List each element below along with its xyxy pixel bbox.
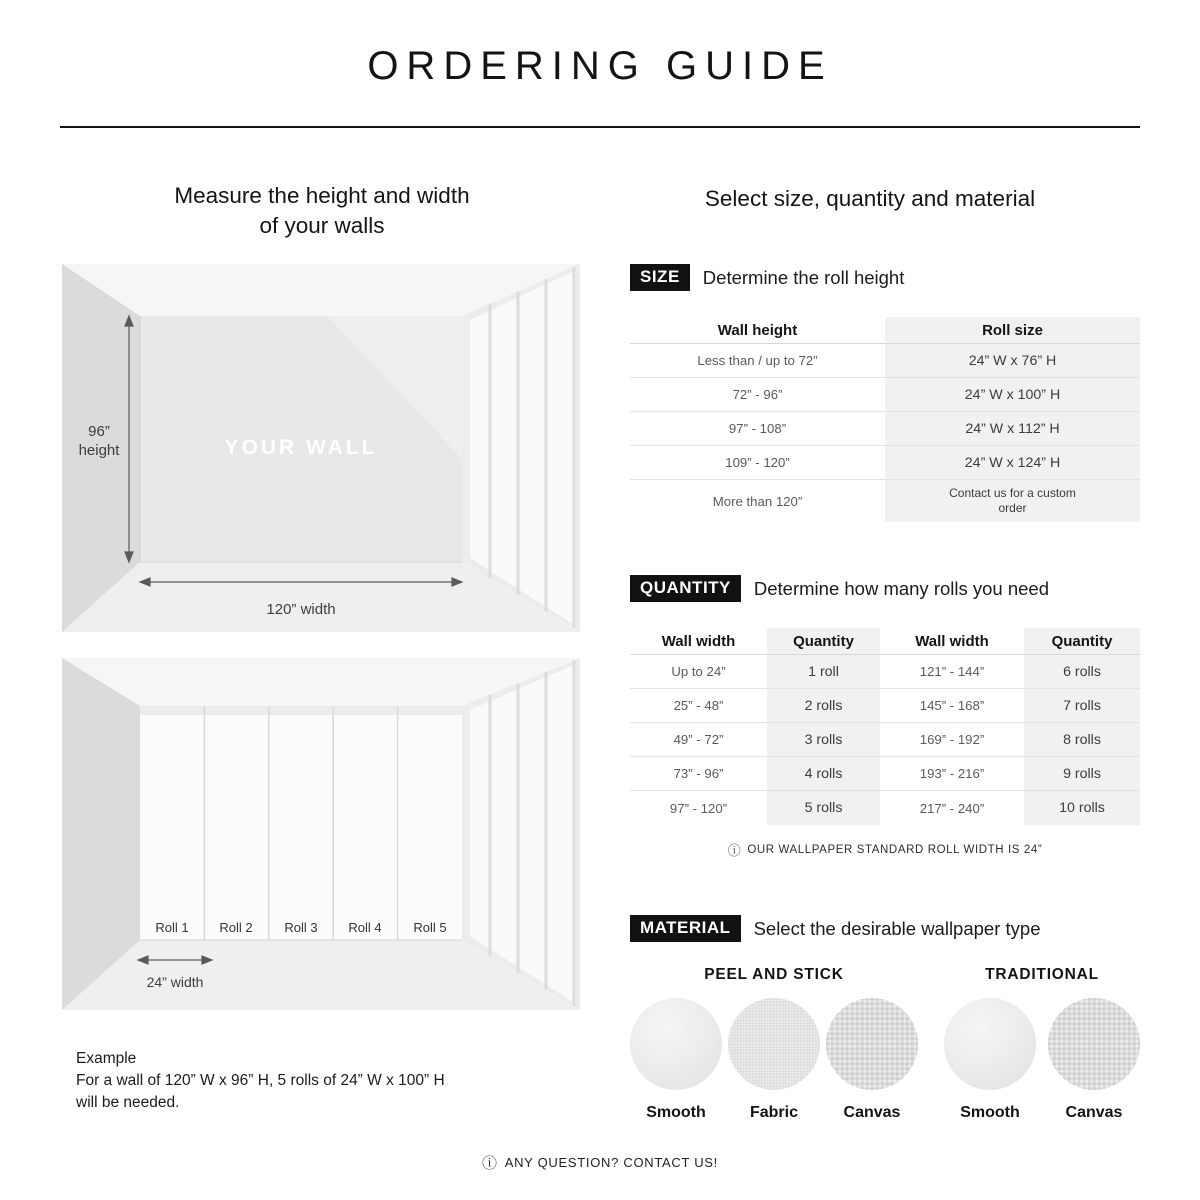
quantity-cell: 1 roll xyxy=(767,655,880,689)
roll-label: Roll 5 xyxy=(413,920,447,935)
size-badge: SIZE xyxy=(630,264,690,291)
wall-width-cell: 49” - 72” xyxy=(630,723,767,757)
wall-width-cell: 145” - 168” xyxy=(880,689,1024,723)
traditional-group xyxy=(944,966,1140,1122)
quantity-table xyxy=(630,628,1140,825)
wall-width-cell: 73” - 96” xyxy=(630,757,767,791)
roll-size-cell: 24” W x 112” H xyxy=(885,412,1140,446)
wall-width-cell: Up to 24” xyxy=(630,655,767,689)
table-row xyxy=(630,689,1140,723)
table-row xyxy=(630,757,1140,791)
roll-size-cell: 24” W x 76” H xyxy=(885,344,1140,378)
roll-size-cell: 24” W x 124” H xyxy=(885,446,1140,480)
wallpaper-panels xyxy=(140,706,462,940)
quantity-section-header xyxy=(630,575,1140,602)
left-heading-line1: Measure the height and width xyxy=(174,183,470,208)
swatch-item xyxy=(728,998,820,1122)
quantity-cell: 2 rolls xyxy=(767,689,880,723)
wall-width-cell: 97” - 120” xyxy=(669,800,728,816)
example-note xyxy=(76,1048,566,1114)
swatch-label: Smooth xyxy=(960,1104,1020,1121)
canvas-texture-swatch xyxy=(826,998,918,1090)
swatch-label: Smooth xyxy=(646,1104,706,1121)
wall-width-cell: 121” - 144” xyxy=(880,655,1024,689)
table-row xyxy=(630,412,1140,446)
canvas-texture-swatch xyxy=(1048,998,1140,1090)
roll-size-cell: Contact us for a custom order xyxy=(885,480,1140,522)
quantity-header: Quantity xyxy=(767,628,880,655)
wall-width-cell: 193” - 216” xyxy=(880,757,1024,791)
roll-width-note xyxy=(630,840,1140,859)
size-subtitle: Determine the roll height xyxy=(702,266,905,288)
smooth-texture-swatch xyxy=(944,998,1036,1090)
size-section xyxy=(630,264,1140,522)
peel-and-stick-swatches xyxy=(630,998,918,1122)
example-line2: will be needed. xyxy=(76,1094,180,1111)
contact-us-text[interactable]: ANY QUESTION? CONTACT US! xyxy=(504,1155,718,1170)
table-row xyxy=(630,344,1140,378)
table-row xyxy=(630,723,1140,757)
roll-label: Roll 1 xyxy=(155,920,189,935)
quantity-cell: 4 rolls xyxy=(767,757,880,791)
quantity-cell: 10 rolls xyxy=(1024,791,1140,825)
wall-height-cell: 72” - 96” xyxy=(630,378,885,412)
room-rolls-svg xyxy=(62,658,580,1010)
room-measure-svg xyxy=(62,264,580,632)
quantity-cell: 7 rolls xyxy=(1024,689,1140,723)
wall-height-cell: Less than / up to 72” xyxy=(630,344,885,378)
roll-size-cell: 24” W x 100” H xyxy=(885,378,1140,412)
room-illustration-rolls xyxy=(62,658,580,1010)
width-dimension-label: 120” width xyxy=(266,601,336,618)
smooth-texture-swatch xyxy=(630,998,722,1090)
table-row xyxy=(630,791,1140,825)
wall-height-cell: More than 120” xyxy=(712,493,803,509)
fabric-texture-swatch xyxy=(728,998,820,1090)
table-row xyxy=(630,378,1140,412)
size-table xyxy=(630,317,1140,522)
wall-width-header: Wall width xyxy=(630,628,767,655)
swatch-label: Canvas xyxy=(843,1104,901,1121)
roll-size-header: Roll size xyxy=(885,317,1140,344)
quantity-cell: 6 rolls xyxy=(1024,655,1140,689)
quantity-cell: 9 rolls xyxy=(1024,757,1140,791)
table-header-row xyxy=(630,317,1140,344)
room-illustration-measure xyxy=(62,264,580,632)
swatch-item xyxy=(944,998,1036,1122)
traditional-title: TRADITIONAL xyxy=(985,966,1099,983)
wall-height-cell: 109” - 120” xyxy=(630,446,885,480)
roll-label: Roll 3 xyxy=(284,920,318,935)
left-column-heading xyxy=(62,181,582,241)
example-line1: For a wall of 120” W x 96” H, 5 rolls of 24” W x 100” H xyxy=(76,1072,445,1089)
left-heading-line2: of your walls xyxy=(259,213,385,238)
your-wall-label: YOUR WALL xyxy=(224,436,378,459)
size-section-header xyxy=(630,264,1140,291)
table-row xyxy=(630,655,1140,689)
quantity-subtitle: Determine how many rolls you need xyxy=(753,577,1050,599)
wall-height-header: Wall height xyxy=(630,317,885,344)
swatch-label: Canvas xyxy=(1065,1104,1123,1121)
swatch-item xyxy=(1048,998,1140,1122)
roll-width-note-text: OUR WALLPAPER STANDARD ROLL WIDTH IS 24” xyxy=(747,843,1043,856)
wall-width-cell: 169” - 192” xyxy=(880,723,1024,757)
height-dimension-value: 96” xyxy=(88,423,110,440)
quantity-badge: QUANTITY xyxy=(630,575,741,602)
material-section-header xyxy=(630,915,1140,942)
swatch-label: Fabric xyxy=(749,1104,798,1121)
material-groups xyxy=(630,966,1140,1122)
wall-width-cell: 217” - 240” xyxy=(919,800,985,816)
quantity-header: Quantity xyxy=(1024,628,1140,655)
wall-width-header: Wall width xyxy=(880,628,1024,655)
swatch-item xyxy=(630,998,722,1122)
quantity-cell: 8 rolls xyxy=(1024,723,1140,757)
roll-width-label: 24” width xyxy=(146,974,204,990)
table-row xyxy=(630,446,1140,480)
roll-label: Roll 2 xyxy=(219,920,253,935)
divider xyxy=(60,126,1140,128)
example-title: Example xyxy=(76,1050,137,1067)
info-icon: ⓘ xyxy=(727,843,742,858)
quantity-cell: 5 rolls xyxy=(767,791,880,825)
info-icon: ⓘ xyxy=(482,1155,498,1172)
material-subtitle: Select the desirable wallpaper type xyxy=(753,917,1041,939)
peel-and-stick-group xyxy=(630,966,918,1122)
contact-us-line[interactable] xyxy=(0,1152,1200,1173)
table-row xyxy=(630,480,1140,522)
page-title: ORDERING GUIDE xyxy=(367,44,833,88)
quantity-section xyxy=(630,575,1140,859)
material-section xyxy=(630,915,1140,1122)
material-badge: MATERIAL xyxy=(630,915,741,942)
quantity-cell: 3 rolls xyxy=(767,723,880,757)
roll-label: Roll 4 xyxy=(348,920,382,935)
table-header-row xyxy=(630,628,1140,655)
swatch-item xyxy=(826,998,918,1122)
wall-height-cell: 97” - 108” xyxy=(630,412,885,446)
right-column-heading: Select size, quantity and material xyxy=(704,186,1036,211)
traditional-swatches xyxy=(944,998,1140,1122)
wall-width-cell: 25” - 48” xyxy=(630,689,767,723)
peel-and-stick-title: PEEL AND STICK xyxy=(704,966,844,983)
height-dimension-word: height xyxy=(78,442,120,459)
